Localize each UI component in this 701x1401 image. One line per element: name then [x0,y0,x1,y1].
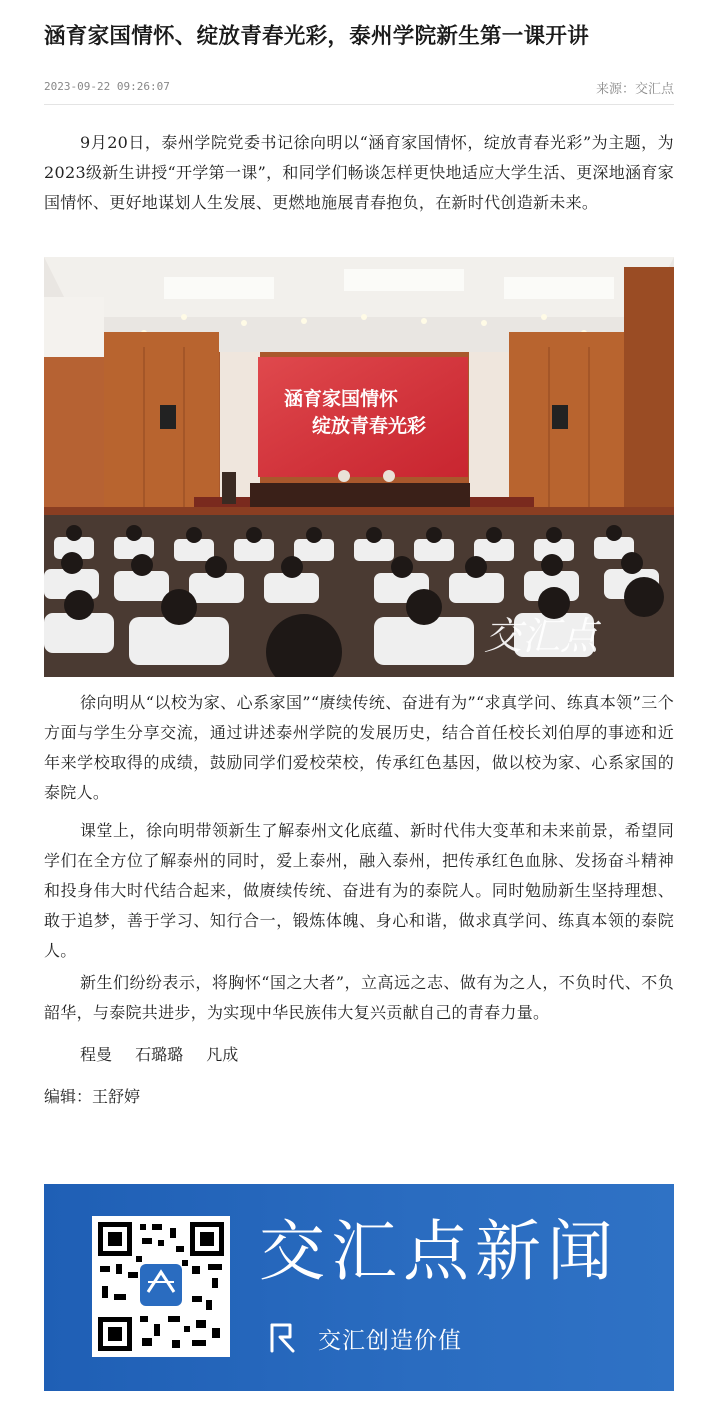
editor-credit: 编辑：王舒婷 [44,1087,141,1106]
qr-code-icon[interactable] [92,1216,230,1357]
banner-title: 交汇点新闻 [259,1213,619,1290]
paragraph: 课堂上，徐向明带领新生了解泰州文化底蕴、新时代伟大变革和未来前景，希望同学们在全方位了解泰州的同时，爱上泰州，融入泰州，把传承红色血脉、发扬奋斗精神和投身伟大时代结合起来，做赓续传统、奋进有为的泰院人。同时勉励新生坚持理想、敢于追梦，善于学习、知行合一，锻炼体魄、身心和谐，做求真学问、练真本领的泰院人。 [44,821,674,960]
photo-watermark: 交汇点 [484,614,599,658]
paragraph: 徐向明从“以校为家、心系家国”“赓续传统、奋进有为”“求真学问、练真本领”三个方面与学生分享交流，通过讲述泰州学院的发展历史，结合首任校长刘伯厚的事迹和近年来学校取得的成绩，鼓励同学们爱校荣校，传承红色基因，做以校为家、心系家国的泰院人。 [44,693,674,802]
screen-text-1: 涵育家国情怀 [284,388,399,410]
banner-slogan: 交汇创造价值 [318,1328,462,1354]
app-promo-banner[interactable] [44,1184,674,1391]
author-name: 程曼 [80,1045,113,1064]
jhd-logo-icon [266,1321,300,1355]
author-name: 凡成 [206,1045,239,1064]
author-byline [80,1040,256,1070]
article-photo [44,257,674,677]
article-title: 涵育家国情怀、绽放青春光彩，泰州学院新生第一课开讲 [44,24,590,49]
article-meta [44,72,674,105]
publish-datetime: 2023-09-22 09:26:07 [44,80,170,93]
paragraph: 9月20日，泰州学院党委书记徐向明以“涵育家国情怀，绽放青春光彩”为主题，为2023级新生讲授“开学第一课”，和同学们畅谈怎样更快地适应大学生活、更深地涵育家国情怀、更好地谋划人生发展、更燃地施展青春抱负，在新时代创造新未来。 [44,133,674,212]
paragraph: 新生们纷纷表示，将胸怀“国之大者”，立高远之志、做有为之人，不负时代、不负韶华，与泰院共进步，为实现中华民族伟大复兴贡献自己的青春力量。 [44,973,674,1022]
author-name: 石璐璐 [135,1045,184,1064]
article-source[interactable]: 来源：交汇点 [595,81,674,96]
screen-text-2: 绽放青春光彩 [312,415,427,437]
